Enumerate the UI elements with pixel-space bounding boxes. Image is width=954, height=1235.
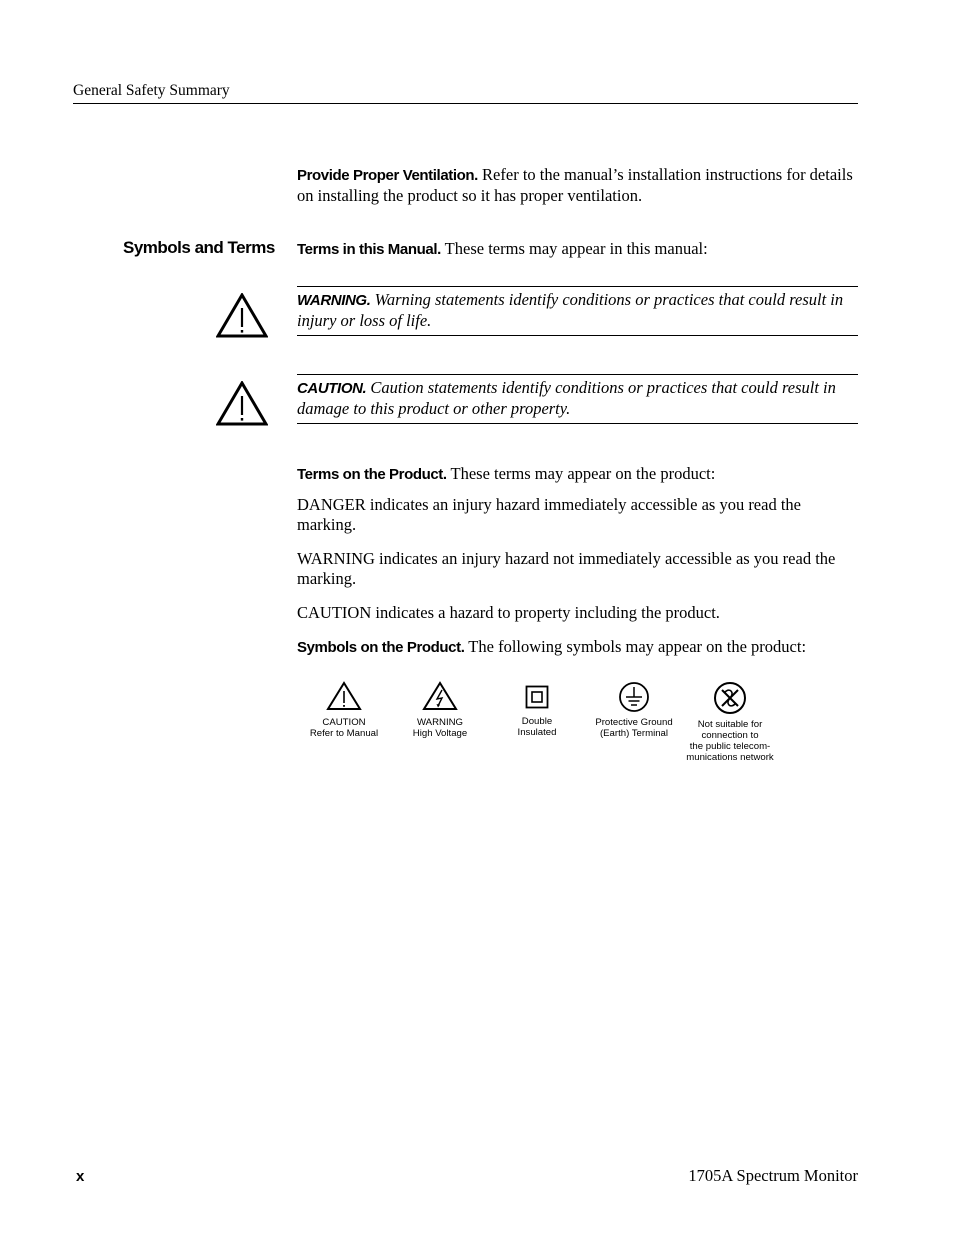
- terms-manual-paragraph: [297, 239, 862, 260]
- warning-bottom-rule: [297, 335, 858, 336]
- terms-product-paragraph: [297, 464, 862, 485]
- double-insulated-icon: [525, 685, 549, 709]
- protective-ground-icon: [618, 681, 650, 713]
- warning-callout-text: [297, 290, 860, 331]
- caution-triangle-icon: [326, 681, 362, 711]
- warning-lead: WARNING.: [297, 292, 371, 309]
- symbol-protective-ground-line1: Protective Ground: [595, 717, 673, 728]
- section-side-heading: Symbols and Terms: [123, 238, 275, 257]
- symbol-caution-line2: Refer to Manual: [309, 728, 379, 739]
- terms-manual-text: These terms may appear in this manual:: [440, 239, 708, 258]
- warning-triangle-icon: [216, 293, 268, 339]
- terms-product-text: These terms may appear on the product:: [446, 464, 716, 483]
- symbol-not-telecom-line1: Not suitable for: [697, 719, 763, 730]
- symbol-high-voltage: [400, 681, 480, 739]
- caution-lead: CAUTION.: [297, 380, 367, 397]
- terms-manual-lead: Terms in this Manual.: [297, 241, 441, 258]
- caution-paragraph: CAUTION indicates a hazard to property including the product.: [297, 603, 720, 622]
- ventilation-text: Refer to the manual’s installation instructions for details on installing the product so it has proper ventilation.: [297, 165, 853, 205]
- symbols-product-paragraph: [297, 637, 862, 658]
- caution-top-rule: [297, 374, 858, 375]
- not-telecom-icon: [713, 681, 747, 715]
- danger-paragraph: DANGER indicates an injury hazard immediately accessible as you read the marking.: [297, 495, 801, 534]
- caution-text: Caution statements identify conditions or practices that could result in damage to this product or other property.: [297, 378, 836, 418]
- symbol-protective-ground-line2: (Earth) Terminal: [599, 728, 669, 739]
- warning-top-rule: [297, 286, 858, 287]
- header-rule: [73, 103, 858, 104]
- caution-bottom-rule: [297, 423, 858, 424]
- warning-text: Warning statements identify conditions or practices that could result in injury or loss of life.: [297, 290, 844, 330]
- running-header: General Safety Summary: [73, 82, 230, 99]
- symbol-not-telecom: [680, 681, 780, 763]
- footer-product-name: 1705A Spectrum Monitor: [688, 1166, 858, 1185]
- ventilation-paragraph: [297, 165, 862, 206]
- symbol-not-telecom-line3: the public telecom-: [689, 741, 771, 752]
- symbol-double-insulated: [497, 685, 577, 738]
- symbol-protective-ground: [588, 681, 680, 739]
- caution-triangle-icon: [216, 381, 268, 427]
- symbol-double-insulated-line2: Insulated: [517, 727, 557, 738]
- symbol-not-telecom-line4: munications network: [686, 752, 774, 763]
- symbol-caution: [304, 681, 384, 739]
- page-number: x: [76, 1168, 85, 1185]
- ventilation-lead: Provide Proper Ventilation.: [297, 167, 478, 184]
- caution-callout-text: [297, 378, 860, 419]
- symbol-double-insulated-line1: Double: [521, 716, 553, 727]
- high-voltage-icon: [422, 681, 458, 711]
- symbols-product-text: The following symbols may appear on the product:: [464, 637, 807, 656]
- symbol-not-telecom-line2: connection to: [701, 730, 759, 741]
- warning-paragraph: WARNING indicates an injury hazard not immediately accessible as you read the marking.: [297, 549, 836, 588]
- terms-product-lead: Terms on the Product.: [297, 466, 447, 483]
- symbol-high-voltage-line2: High Voltage: [412, 728, 468, 739]
- symbols-product-lead: Symbols on the Product.: [297, 639, 465, 656]
- symbol-high-voltage-line1: WARNING: [416, 717, 463, 728]
- symbol-caution-line1: CAUTION: [322, 717, 366, 728]
